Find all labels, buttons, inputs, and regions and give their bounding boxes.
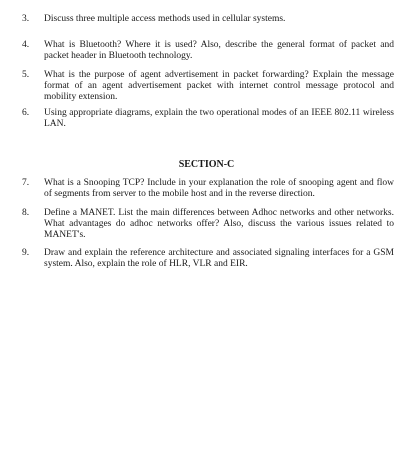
question-number: 5. [22, 70, 30, 80]
section-c-heading: SECTION-C [178, 159, 235, 170]
question-text: Define a MANET. List the main differences between Adhoc networks and other networks. What advantages do adhoc networks offer? Also, discuss the various issues related to MANET's. [44, 208, 394, 240]
question-text: Discuss three multiple access methods used in cellular systems. [44, 14, 286, 24]
question-text: Draw and explain the reference architecture and associated signaling interfaces for a GSM system. Also, explain the role of HLR, VLR and EIR. [44, 248, 394, 269]
question-number: 8. [22, 208, 30, 218]
question-text: What is Bluetooth? Where it is used? Also, describe the general format of packet and packet header in Bluetooth technology. [44, 40, 394, 61]
question-number: 9. [22, 248, 30, 258]
question-text: Using appropriate diagrams, explain the two operational modes of an IEEE 802.11 wireless LAN. [44, 108, 394, 129]
question-number: 3. [22, 14, 30, 24]
question-number: 4. [22, 40, 30, 50]
question-number: 7. [22, 178, 30, 188]
question-number: 6. [22, 108, 30, 118]
question-text: What is the purpose of agent advertisement in packet forwarding? Explain the message format of an agent advertisement packet with internet control message protocol and mobility extension. [44, 70, 394, 102]
question-text: What is a Snooping TCP? Include in your explanation the role of snooping agent and flow of segments from server to the mobile host and in the reverse direction. [44, 178, 394, 199]
